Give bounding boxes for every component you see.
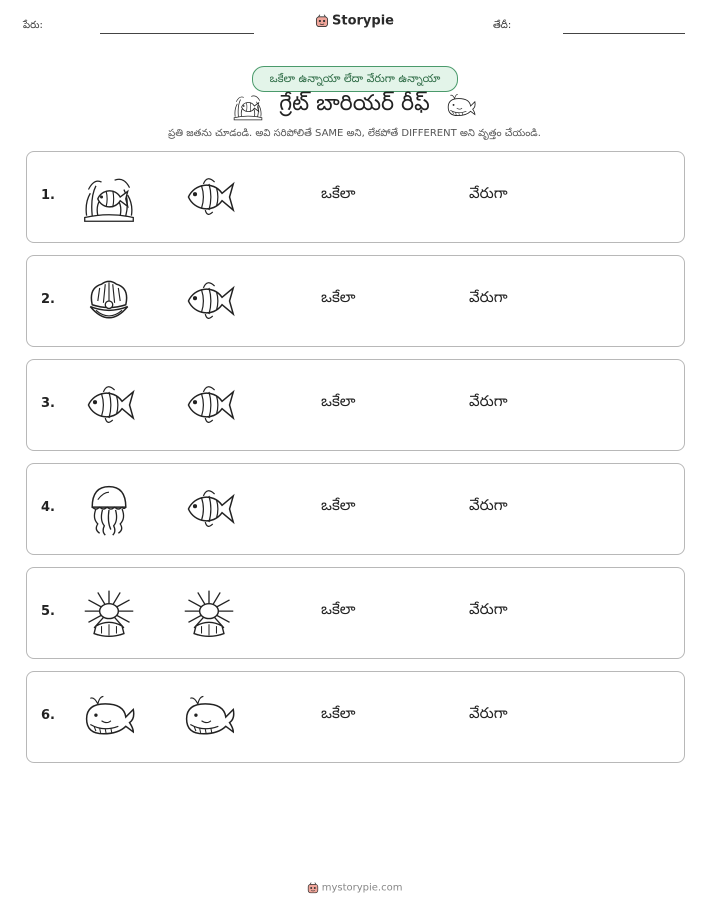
sea-anemone-icon xyxy=(181,585,237,641)
question-number: 4. xyxy=(41,500,55,515)
footer-url: mystorypie.com xyxy=(321,882,403,894)
question-row xyxy=(26,359,685,451)
same-option[interactable]: ఒకేలా xyxy=(321,704,356,722)
same-option[interactable]: ఒకేలా xyxy=(321,288,356,306)
anemone-fish-icon xyxy=(232,90,264,122)
striped-fish-icon xyxy=(81,377,137,433)
whale-icon xyxy=(445,90,477,122)
instructions: ప్రతి జతను చూడండి. అవి సరిపోలితే SAME అని, లేకపోతే DIFFERENT అని వృత్తం చేయండి. xyxy=(168,128,541,139)
question-number: 3. xyxy=(41,396,55,411)
same-option[interactable]: ఒకేలా xyxy=(321,392,356,410)
different-option[interactable]: వేరుగా xyxy=(469,184,508,202)
question-number: 5. xyxy=(41,604,55,619)
same-option[interactable]: ఒకేలా xyxy=(321,600,356,618)
question-row xyxy=(26,567,685,659)
footer-logo-icon xyxy=(307,881,319,895)
storypie-logo-icon xyxy=(315,13,329,29)
question-row xyxy=(26,255,685,347)
whale-icon xyxy=(181,689,237,745)
page-title: గ్రేట్ బారియర్ రీఫ్ xyxy=(279,91,430,116)
clam-with-pearl-icon xyxy=(81,273,137,329)
title-row xyxy=(0,90,709,124)
date-line xyxy=(563,33,685,34)
same-option[interactable]: ఒకేలా xyxy=(321,496,356,514)
different-option[interactable]: వేరుగా xyxy=(469,392,508,410)
striped-fish-icon xyxy=(181,481,237,537)
question-number: 1. xyxy=(41,188,55,203)
striped-fish-icon xyxy=(181,273,237,329)
whale-icon xyxy=(81,689,137,745)
striped-fish-icon xyxy=(181,377,237,433)
question-row xyxy=(26,463,685,555)
name-label: పేరు: xyxy=(23,20,43,31)
brand xyxy=(0,13,709,29)
footer xyxy=(0,881,709,895)
different-option[interactable]: వేరుగా xyxy=(469,704,508,722)
question-number: 2. xyxy=(41,292,55,307)
striped-fish-icon xyxy=(181,169,237,225)
jellyfish-icon xyxy=(81,481,137,537)
question-number: 6. xyxy=(41,708,55,723)
different-option[interactable]: వేరుగా xyxy=(469,600,508,618)
date-label: తేదీ: xyxy=(493,20,512,31)
same-option[interactable]: ఒకేలా xyxy=(321,184,356,202)
name-line xyxy=(100,33,254,34)
different-option[interactable]: వేరుగా xyxy=(469,288,508,306)
sea-anemone-icon xyxy=(81,585,137,641)
question-row xyxy=(26,671,685,763)
subtitle-pill: ఒకేలా ఉన్నాయా లేదా వేరుగా ఉన్నాయా xyxy=(252,66,458,92)
question-row xyxy=(26,151,685,243)
different-option[interactable]: వేరుగా xyxy=(469,496,508,514)
clownfish-in-anemone-icon xyxy=(81,169,137,225)
brand-name: Storypie xyxy=(332,13,394,29)
